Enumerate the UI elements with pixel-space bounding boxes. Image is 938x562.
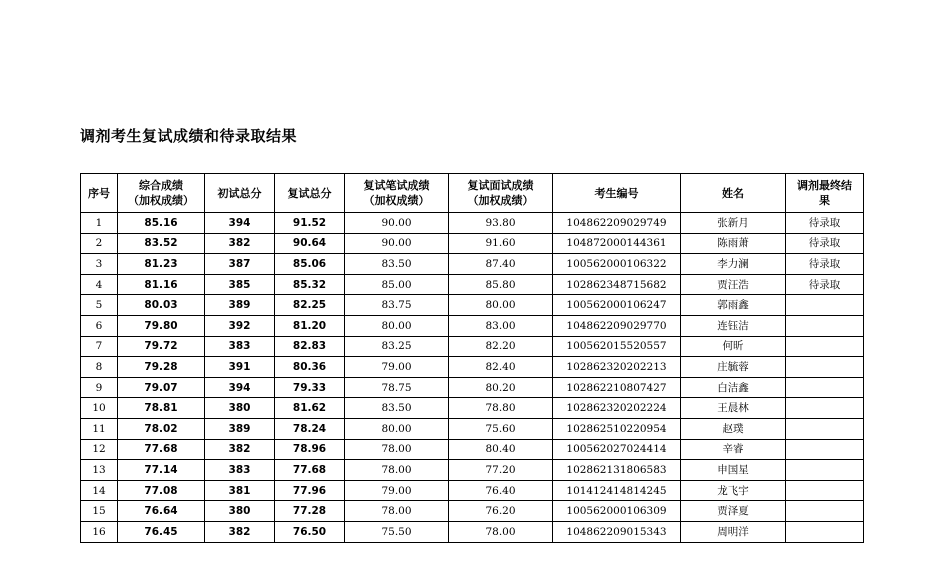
- cell-written-score: 85.00: [345, 274, 449, 295]
- column-header-final-result: [786, 174, 864, 213]
- table-row: [81, 377, 864, 398]
- cell-prelim-total: 380: [205, 398, 275, 419]
- cell-retest-total: 80.36: [275, 357, 345, 378]
- cell-composite-score: 77.08: [118, 480, 205, 501]
- cell-candidate-id: 102862210807427: [553, 377, 681, 398]
- cell-composite-score: 79.28: [118, 357, 205, 378]
- cell-name: 连钰洁: [681, 315, 786, 336]
- cell-written-score: 78.00: [345, 460, 449, 481]
- table-row: [81, 315, 864, 336]
- cell-written-score: 90.00: [345, 213, 449, 234]
- cell-retest-total: 85.32: [275, 274, 345, 295]
- cell-name: 王晨林: [681, 398, 786, 419]
- cell-final-result: [786, 398, 864, 419]
- cell-candidate-id: 104862209029770: [553, 315, 681, 336]
- cell-index: 16: [81, 521, 118, 542]
- table-row: [81, 233, 864, 254]
- column-header-written-score: [345, 174, 449, 213]
- cell-prelim-total: 389: [205, 418, 275, 439]
- column-header-interview-score: [449, 174, 553, 213]
- cell-written-score: 83.50: [345, 254, 449, 275]
- cell-candidate-id: 102862510220954: [553, 418, 681, 439]
- table-row: [81, 213, 864, 234]
- cell-interview-score: 83.00: [449, 315, 553, 336]
- cell-candidate-id: 101412414814245: [553, 480, 681, 501]
- cell-final-result: [786, 418, 864, 439]
- cell-composite-score: 76.45: [118, 521, 205, 542]
- cell-retest-total: 91.52: [275, 213, 345, 234]
- cell-composite-score: 81.23: [118, 254, 205, 275]
- table-row: [81, 460, 864, 481]
- cell-index: 3: [81, 254, 118, 275]
- table-row: [81, 439, 864, 460]
- cell-candidate-id: 102862320202224: [553, 398, 681, 419]
- cell-name: 郭雨鑫: [681, 295, 786, 316]
- cell-candidate-id: 100562000106247: [553, 295, 681, 316]
- cell-retest-total: 78.24: [275, 418, 345, 439]
- column-header-text: 复试笔试成绩: [363, 179, 430, 192]
- cell-retest-total: 77.96: [275, 480, 345, 501]
- cell-prelim-total: 389: [205, 295, 275, 316]
- cell-name: 贾泽夏: [681, 501, 786, 522]
- page-title: 调剂考生复试成绩和待录取结果: [80, 127, 298, 145]
- cell-index: 1: [81, 213, 118, 234]
- cell-retest-total: 77.68: [275, 460, 345, 481]
- cell-composite-score: 77.68: [118, 439, 205, 460]
- header-row: [81, 174, 864, 213]
- cell-composite-score: 78.02: [118, 418, 205, 439]
- cell-written-score: 78.75: [345, 377, 449, 398]
- cell-name: 辛睿: [681, 439, 786, 460]
- cell-interview-score: 78.00: [449, 521, 553, 542]
- column-header-text: （加权成绩）: [128, 194, 194, 207]
- cell-prelim-total: 382: [205, 439, 275, 460]
- cell-candidate-id: 102862320202213: [553, 357, 681, 378]
- cell-final-result: [786, 315, 864, 336]
- cell-prelim-total: 387: [205, 254, 275, 275]
- cell-prelim-total: 385: [205, 274, 275, 295]
- cell-retest-total: 76.50: [275, 521, 345, 542]
- cell-prelim-total: 380: [205, 501, 275, 522]
- cell-index: 2: [81, 233, 118, 254]
- cell-index: 10: [81, 398, 118, 419]
- cell-name: 赵璞: [681, 418, 786, 439]
- table-row: [81, 254, 864, 275]
- table-row: [81, 418, 864, 439]
- column-header-text: 复试总分: [287, 186, 332, 200]
- cell-retest-total: 90.64: [275, 233, 345, 254]
- cell-written-score: 78.00: [345, 501, 449, 522]
- cell-written-score: 75.50: [345, 521, 449, 542]
- cell-prelim-total: 381: [205, 480, 275, 501]
- cell-interview-score: 82.40: [449, 357, 553, 378]
- table-row: [81, 521, 864, 542]
- cell-prelim-total: 382: [205, 521, 275, 542]
- cell-name: 李力澜: [681, 254, 786, 275]
- cell-composite-score: 79.07: [118, 377, 205, 398]
- cell-interview-score: 76.40: [449, 480, 553, 501]
- cell-final-result: [786, 501, 864, 522]
- cell-composite-score: 83.52: [118, 233, 205, 254]
- cell-candidate-id: 100562015520557: [553, 336, 681, 357]
- cell-final-result: [786, 460, 864, 481]
- cell-interview-score: 80.40: [449, 439, 553, 460]
- cell-prelim-total: 383: [205, 460, 275, 481]
- cell-interview-score: 75.60: [449, 418, 553, 439]
- cell-index: 9: [81, 377, 118, 398]
- cell-retest-total: 77.28: [275, 501, 345, 522]
- cell-retest-total: 78.96: [275, 439, 345, 460]
- cell-candidate-id: 104862209029749: [553, 213, 681, 234]
- cell-final-result: 待录取: [786, 274, 864, 295]
- cell-name: 张新月: [681, 213, 786, 234]
- column-header-text: （加权成绩）: [467, 194, 534, 207]
- cell-index: 4: [81, 274, 118, 295]
- cell-final-result: 待录取: [786, 254, 864, 275]
- cell-final-result: [786, 295, 864, 316]
- cell-interview-score: 78.80: [449, 398, 553, 419]
- column-header-candidate-id: [553, 174, 681, 213]
- cell-final-result: [786, 521, 864, 542]
- cell-prelim-total: 392: [205, 315, 275, 336]
- column-header-prelim-total: [205, 174, 275, 213]
- column-header-text: 综合成绩: [139, 179, 183, 192]
- cell-final-result: 待录取: [786, 233, 864, 254]
- cell-retest-total: 81.20: [275, 315, 345, 336]
- cell-interview-score: 91.60: [449, 233, 553, 254]
- cell-interview-score: 77.20: [449, 460, 553, 481]
- cell-retest-total: 85.06: [275, 254, 345, 275]
- column-header-text: 序号: [88, 186, 110, 200]
- cell-interview-score: 93.80: [449, 213, 553, 234]
- cell-name: 申国星: [681, 460, 786, 481]
- cell-final-result: [786, 336, 864, 357]
- table-body: [81, 213, 864, 543]
- cell-written-score: 79.00: [345, 357, 449, 378]
- table-row: [81, 480, 864, 501]
- cell-written-score: 78.00: [345, 439, 449, 460]
- column-header-composite-score: [118, 174, 205, 213]
- cell-name: 白洁鑫: [681, 377, 786, 398]
- cell-index: 11: [81, 418, 118, 439]
- column-header-text: 考生编号: [594, 186, 639, 200]
- cell-candidate-id: 100562000106309: [553, 501, 681, 522]
- cell-candidate-id: 102862348715682: [553, 274, 681, 295]
- cell-index: 15: [81, 501, 118, 522]
- column-header-text: 复试面试成绩: [467, 179, 534, 192]
- cell-final-result: [786, 357, 864, 378]
- column-header-text: 姓名: [722, 186, 744, 200]
- cell-written-score: 83.75: [345, 295, 449, 316]
- table-row: [81, 398, 864, 419]
- column-header-retest-total: [275, 174, 345, 213]
- cell-prelim-total: 394: [205, 213, 275, 234]
- cell-name: 庄毓蓉: [681, 357, 786, 378]
- cell-interview-score: 76.20: [449, 501, 553, 522]
- cell-composite-score: 85.16: [118, 213, 205, 234]
- cell-interview-score: 87.40: [449, 254, 553, 275]
- cell-interview-score: 82.20: [449, 336, 553, 357]
- cell-final-result: [786, 480, 864, 501]
- table-row: [81, 336, 864, 357]
- cell-written-score: 79.00: [345, 480, 449, 501]
- cell-composite-score: 78.81: [118, 398, 205, 419]
- table-row: [81, 274, 864, 295]
- cell-candidate-id: 100562000106322: [553, 254, 681, 275]
- column-header-text: 初试总分: [217, 186, 262, 200]
- cell-interview-score: 80.20: [449, 377, 553, 398]
- table-row: [81, 357, 864, 378]
- column-header-name: [681, 174, 786, 213]
- cell-final-result: 待录取: [786, 213, 864, 234]
- cell-composite-score: 77.14: [118, 460, 205, 481]
- table-row: [81, 295, 864, 316]
- cell-final-result: [786, 439, 864, 460]
- cell-composite-score: 79.80: [118, 315, 205, 336]
- cell-index: 8: [81, 357, 118, 378]
- cell-final-result: [786, 377, 864, 398]
- cell-written-score: 90.00: [345, 233, 449, 254]
- column-header-text: 调剂最终结: [797, 179, 852, 192]
- cell-index: 12: [81, 439, 118, 460]
- cell-written-score: 83.25: [345, 336, 449, 357]
- cell-written-score: 80.00: [345, 418, 449, 439]
- cell-prelim-total: 391: [205, 357, 275, 378]
- cell-candidate-id: 104862209015343: [553, 521, 681, 542]
- cell-composite-score: 80.03: [118, 295, 205, 316]
- cell-interview-score: 80.00: [449, 295, 553, 316]
- cell-name: 周明洋: [681, 521, 786, 542]
- cell-candidate-id: 102862131806583: [553, 460, 681, 481]
- cell-candidate-id: 104872000144361: [553, 233, 681, 254]
- cell-composite-score: 76.64: [118, 501, 205, 522]
- cell-index: 7: [81, 336, 118, 357]
- cell-retest-total: 79.33: [275, 377, 345, 398]
- cell-retest-total: 82.25: [275, 295, 345, 316]
- column-header-text: （加权成绩）: [363, 194, 430, 207]
- cell-index: 13: [81, 460, 118, 481]
- cell-candidate-id: 100562027024414: [553, 439, 681, 460]
- cell-name: 贾汪浩: [681, 274, 786, 295]
- cell-written-score: 83.50: [345, 398, 449, 419]
- cell-prelim-total: 383: [205, 336, 275, 357]
- cell-retest-total: 82.83: [275, 336, 345, 357]
- cell-prelim-total: 394: [205, 377, 275, 398]
- cell-composite-score: 81.16: [118, 274, 205, 295]
- cell-interview-score: 85.80: [449, 274, 553, 295]
- table-row: [81, 501, 864, 522]
- results-table: [80, 173, 864, 543]
- cell-prelim-total: 382: [205, 233, 275, 254]
- cell-index: 6: [81, 315, 118, 336]
- cell-index: 5: [81, 295, 118, 316]
- column-header-text: 果: [819, 194, 830, 207]
- cell-composite-score: 79.72: [118, 336, 205, 357]
- cell-name: 龙飞宇: [681, 480, 786, 501]
- column-header-index: [81, 174, 118, 213]
- cell-retest-total: 81.62: [275, 398, 345, 419]
- cell-name: 陈雨萧: [681, 233, 786, 254]
- cell-name: 何昕: [681, 336, 786, 357]
- cell-index: 14: [81, 480, 118, 501]
- cell-written-score: 80.00: [345, 315, 449, 336]
